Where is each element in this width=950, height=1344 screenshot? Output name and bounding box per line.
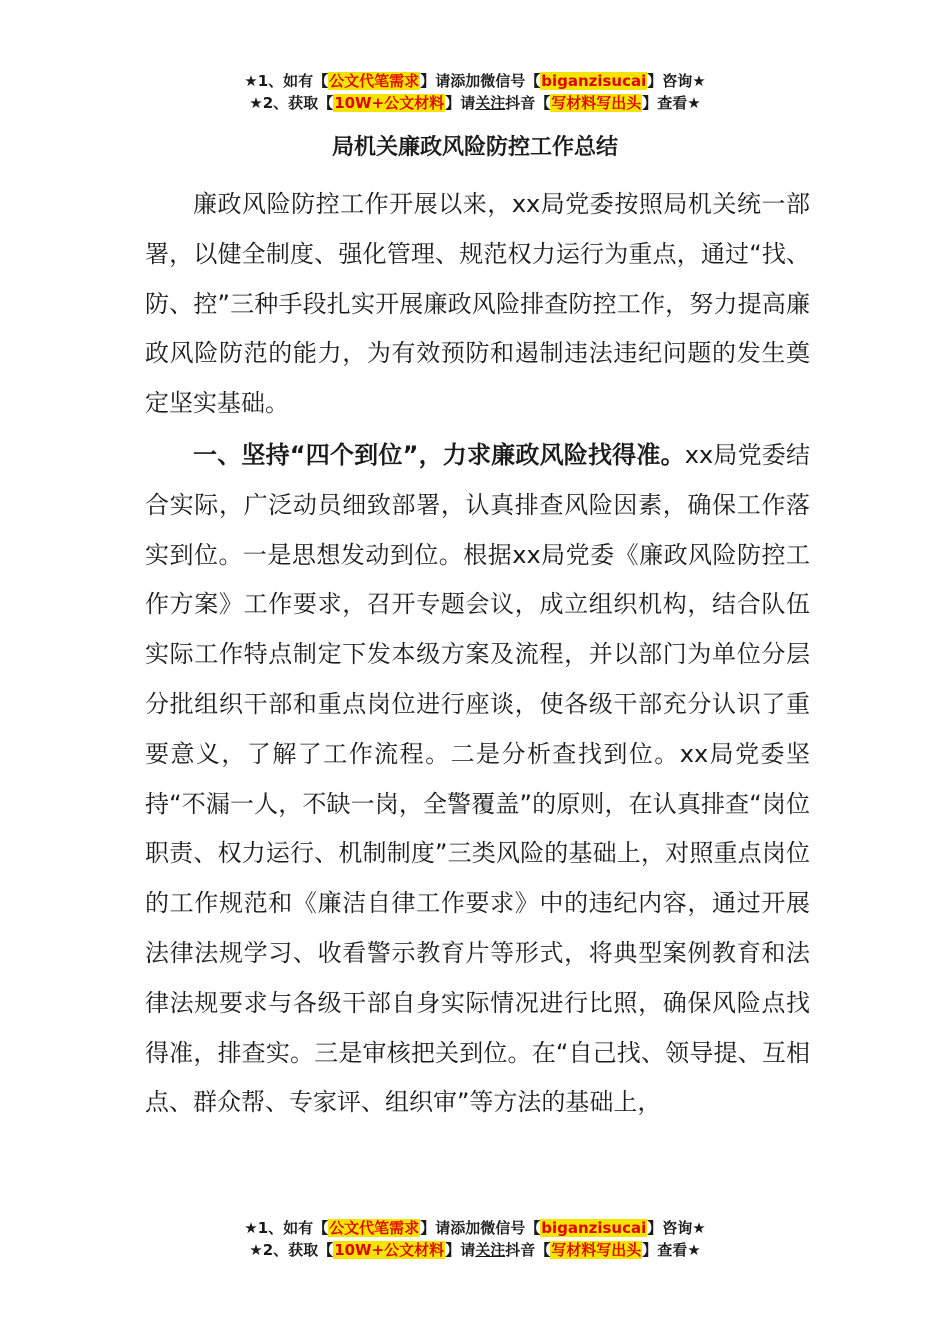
- banner-text: 】请添加微信号【: [420, 72, 541, 90]
- banner-text: 】请: [445, 1241, 476, 1259]
- banner-line-2: [0, 92, 950, 114]
- paragraph-section-1: [145, 431, 810, 1128]
- document-body: [145, 180, 810, 1128]
- banner-highlight: 10W+公文材料: [334, 94, 445, 112]
- banner-text: ★2、获取【: [249, 1241, 334, 1259]
- section-heading: 一、坚持“四个到位”，力求廉政风险找得准。: [193, 440, 685, 469]
- banner-highlight: 写材料写出头: [551, 94, 642, 112]
- banner-text: 】咨询★: [647, 72, 706, 90]
- banner-line-1: [0, 70, 950, 92]
- paragraph-intro: 廉政风险防控工作开展以来，xx局党委按照局机关统一部署，以健全制度、强化管理、规范权力运行为重点，通过“找、防、控”三种手段扎实开展廉政风险排查防控工作，努力提高廉政风险防范的能力，为有效预防和遏制违法违纪问题的发生奠定坚实基础。: [145, 190, 810, 418]
- banner-text: 】查看★: [642, 1241, 701, 1259]
- banner-text: 】请添加微信号【: [420, 1219, 541, 1237]
- banner-text: ★1、如有【: [244, 72, 329, 90]
- banner-text: 抖音【: [505, 1241, 551, 1259]
- banner-line-2: [0, 1239, 950, 1261]
- banner-highlight: 公文代笔需求: [329, 72, 420, 90]
- banner-text: 】咨询★: [647, 1219, 706, 1237]
- document-title: 局机关廉政风险防控工作总结: [331, 135, 618, 160]
- banner-highlight: 10W+公文材料: [334, 1241, 445, 1259]
- banner-underlined: 关注: [475, 1241, 506, 1259]
- banner-text: ★2、获取【: [249, 94, 334, 112]
- banner-text: 】查看★: [642, 94, 701, 112]
- footer-banner: [0, 1217, 950, 1261]
- banner-text: ★1、如有【: [244, 1219, 329, 1237]
- banner-text: 抖音【: [505, 94, 551, 112]
- section-body: xx局党委结合实际，广泛动员细致部署，认真排查风险因素，确保工作落实到位。一是思想发动到位。根据xx局党委《廉政风险防控工作方案》工作要求，召开专题会议，成立组织机构，结合队伍实际工作特点制定下发本级方案及流程，并以部门为单位分层分批组织干部和重点岗位进行座谈，使各级干部充分认识了重要意义，了解了工作流程。二是分析查找到位。xx局党委坚持“不漏一人，不缺一岗，全警覆盖”的原则，在认真排查“岗位职责、权力运行、机制制度”三类风险的基础上，对照重点岗位的工作规范和《廉洁自律工作要求》中的违纪内容，通过开展法律法规学习、收看警示教育片等形式，将典型案例教育和法律法规要求与各级干部自身实际情况进行比照，确保风险点找得准，排查实。三是审核把关到位。在“自己找、领导提、互相点、群众帮、专家评、组织审”等方法的基础上，: [145, 440, 811, 1117]
- header-banner: [0, 70, 950, 114]
- banner-highlight: biganzisucai: [541, 1219, 647, 1237]
- banner-underlined: 关注: [475, 94, 506, 112]
- banner-highlight: 写材料写出头: [551, 1241, 642, 1259]
- banner-highlight: 公文代笔需求: [329, 1219, 420, 1237]
- banner-line-1: [0, 1217, 950, 1239]
- banner-highlight: biganzisucai: [541, 72, 647, 90]
- banner-text: 】请: [445, 94, 476, 112]
